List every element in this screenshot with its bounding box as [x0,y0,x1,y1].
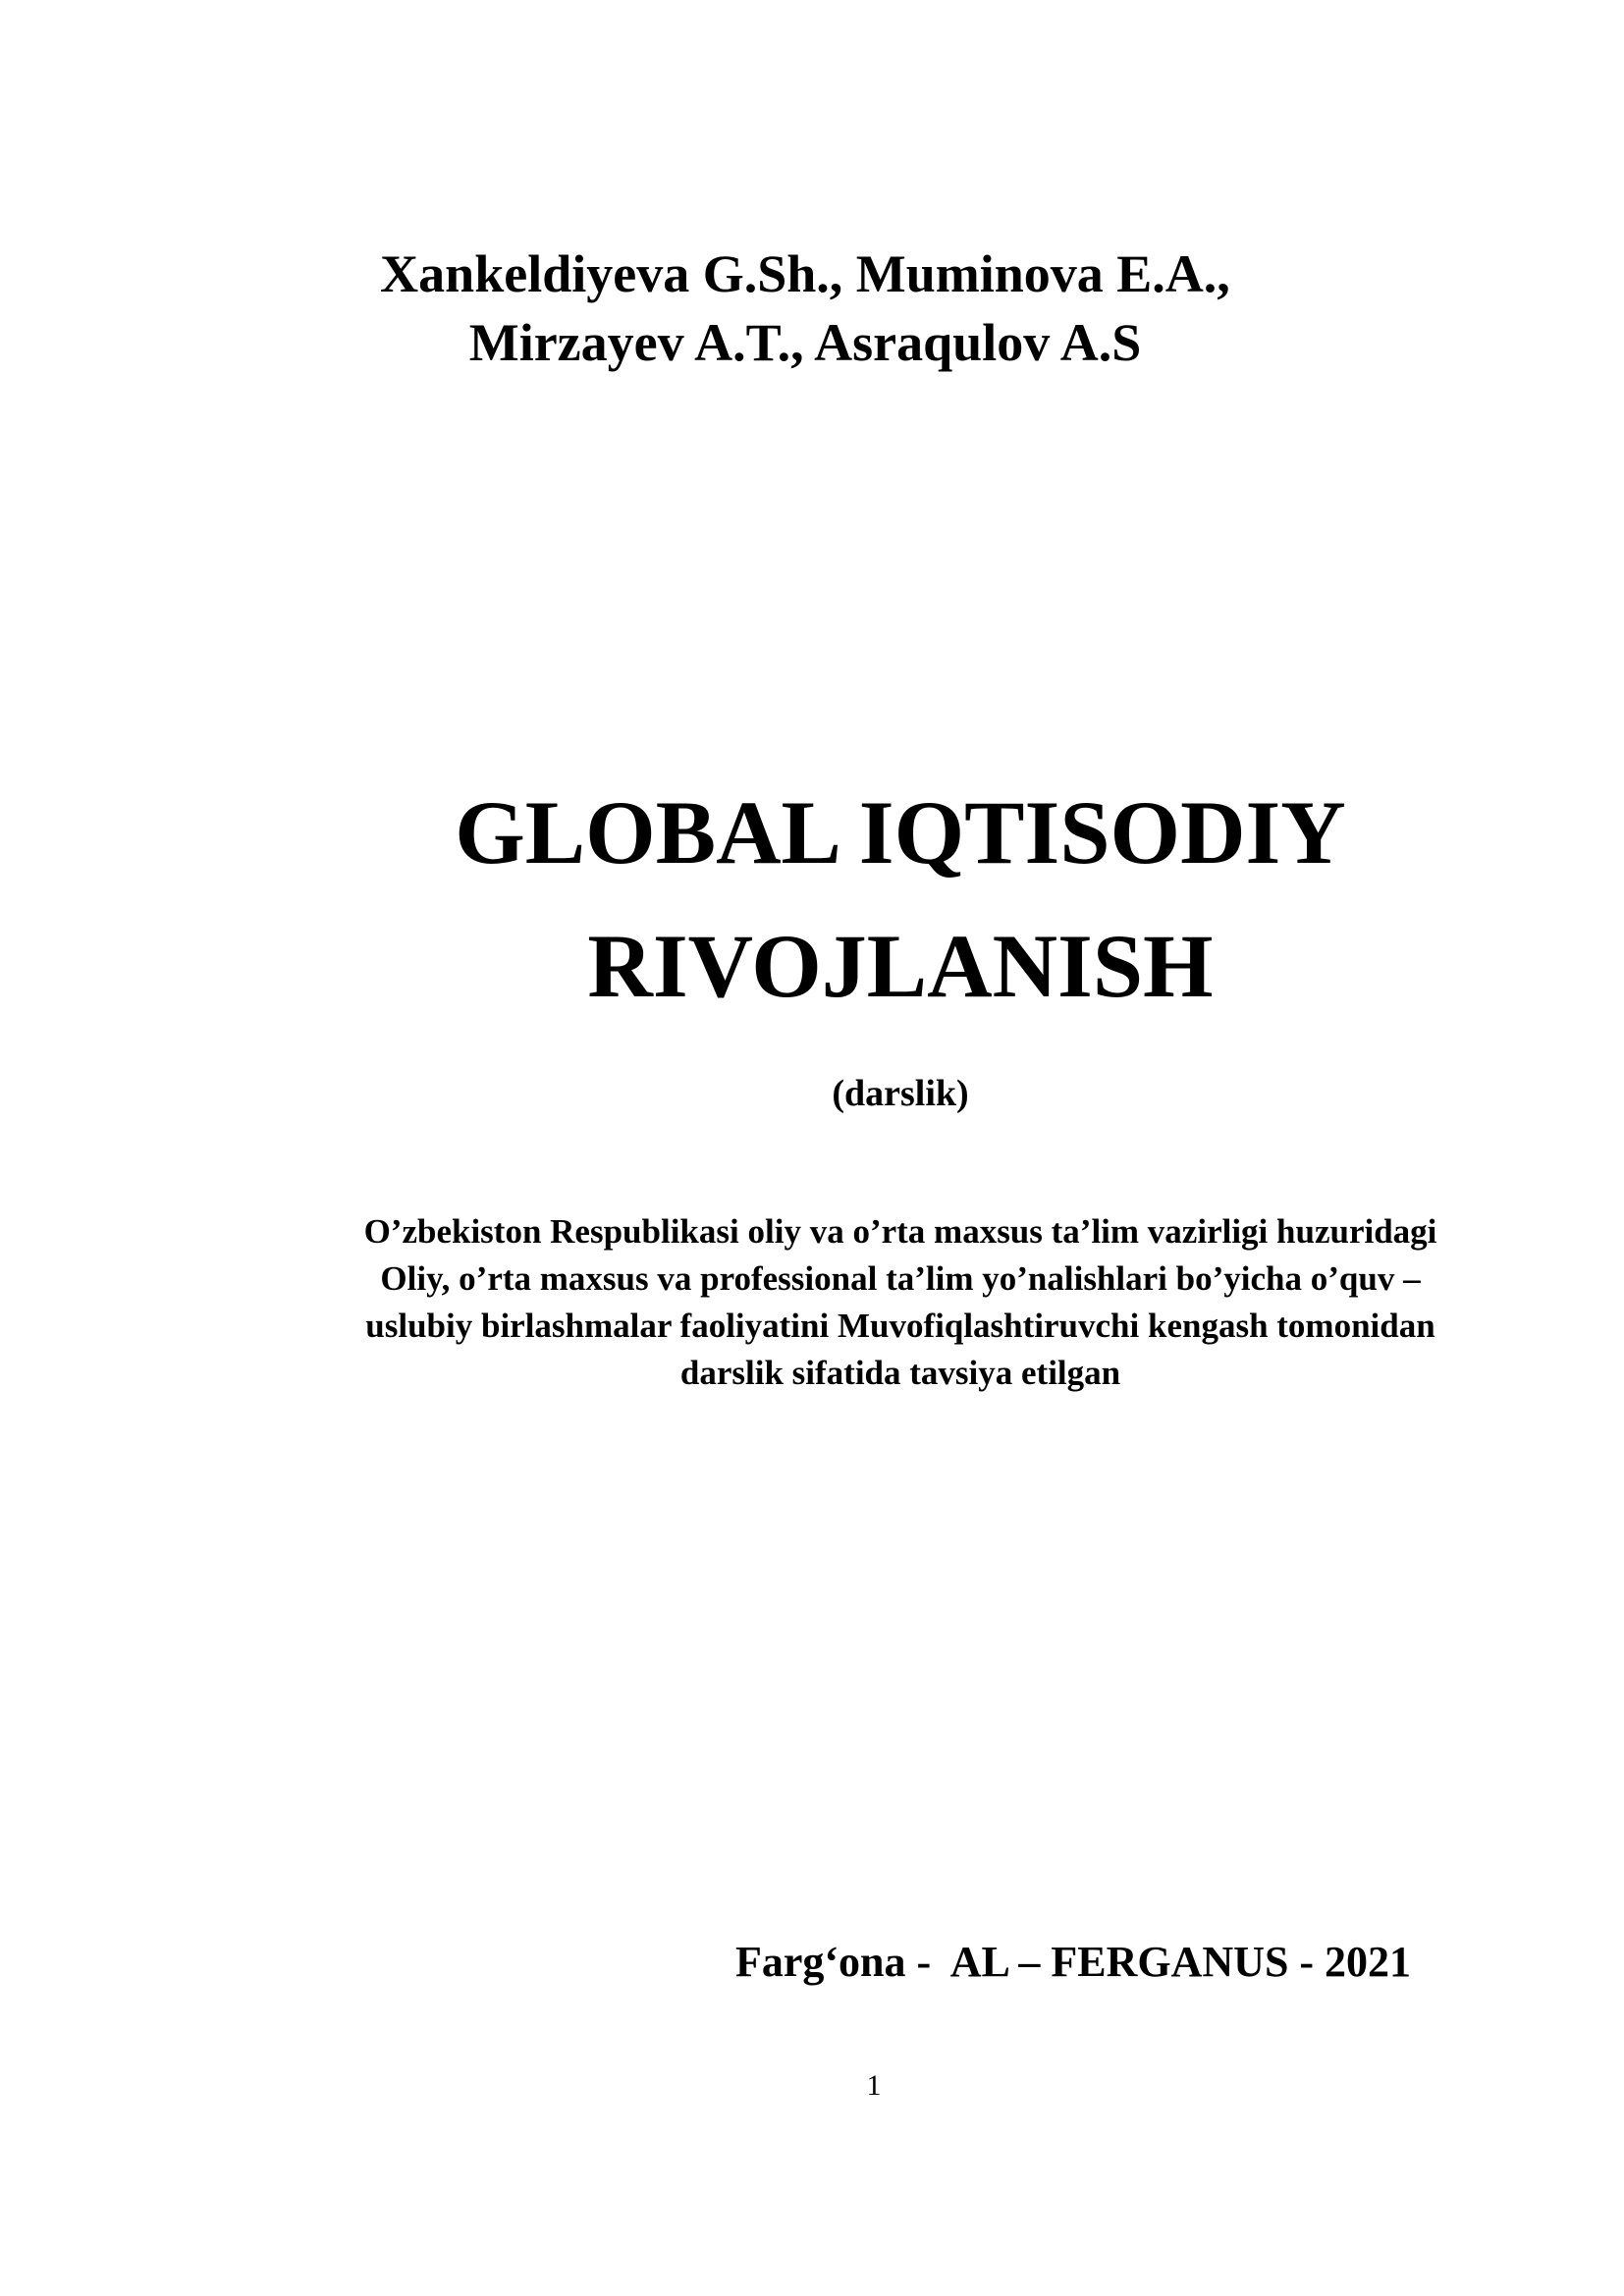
book-title-line-2: RIVOJLANISH [587,916,1214,1016]
book-subtitle: (darslik) [832,1073,969,1114]
recommendation-line-1: O’zbekiston Respublikasi oliy va o’rta maxsus ta’lim vazirligi huzuridagi [363,1212,1437,1251]
author-line-1: Xankeldiyeva G.Sh., Muminova E.A., [380,244,1230,303]
recommendation-line-3: uslubiy birlashmalar faoliyatini Muvofiqlashtiruvchi kengash tomonidan [365,1307,1435,1345]
author-line-2: Mirzayev A.T., Asraqulov A.S [468,313,1142,372]
publisher-imprint: Farg‘ona - AL – FERGANUS - 2021 [734,1938,1412,1986]
recommendation-line-4: darslik sifatida tavsiya etilgan [679,1354,1121,1392]
recommendation-line-2: Oliy, o’rta maxsus va professional ta’lim yo’nalishlari bo’yicha o’quv – [380,1259,1421,1298]
book-title-line-1: GLOBAL IQTISODIY [455,782,1346,882]
page-number: 1 [866,2069,882,2102]
